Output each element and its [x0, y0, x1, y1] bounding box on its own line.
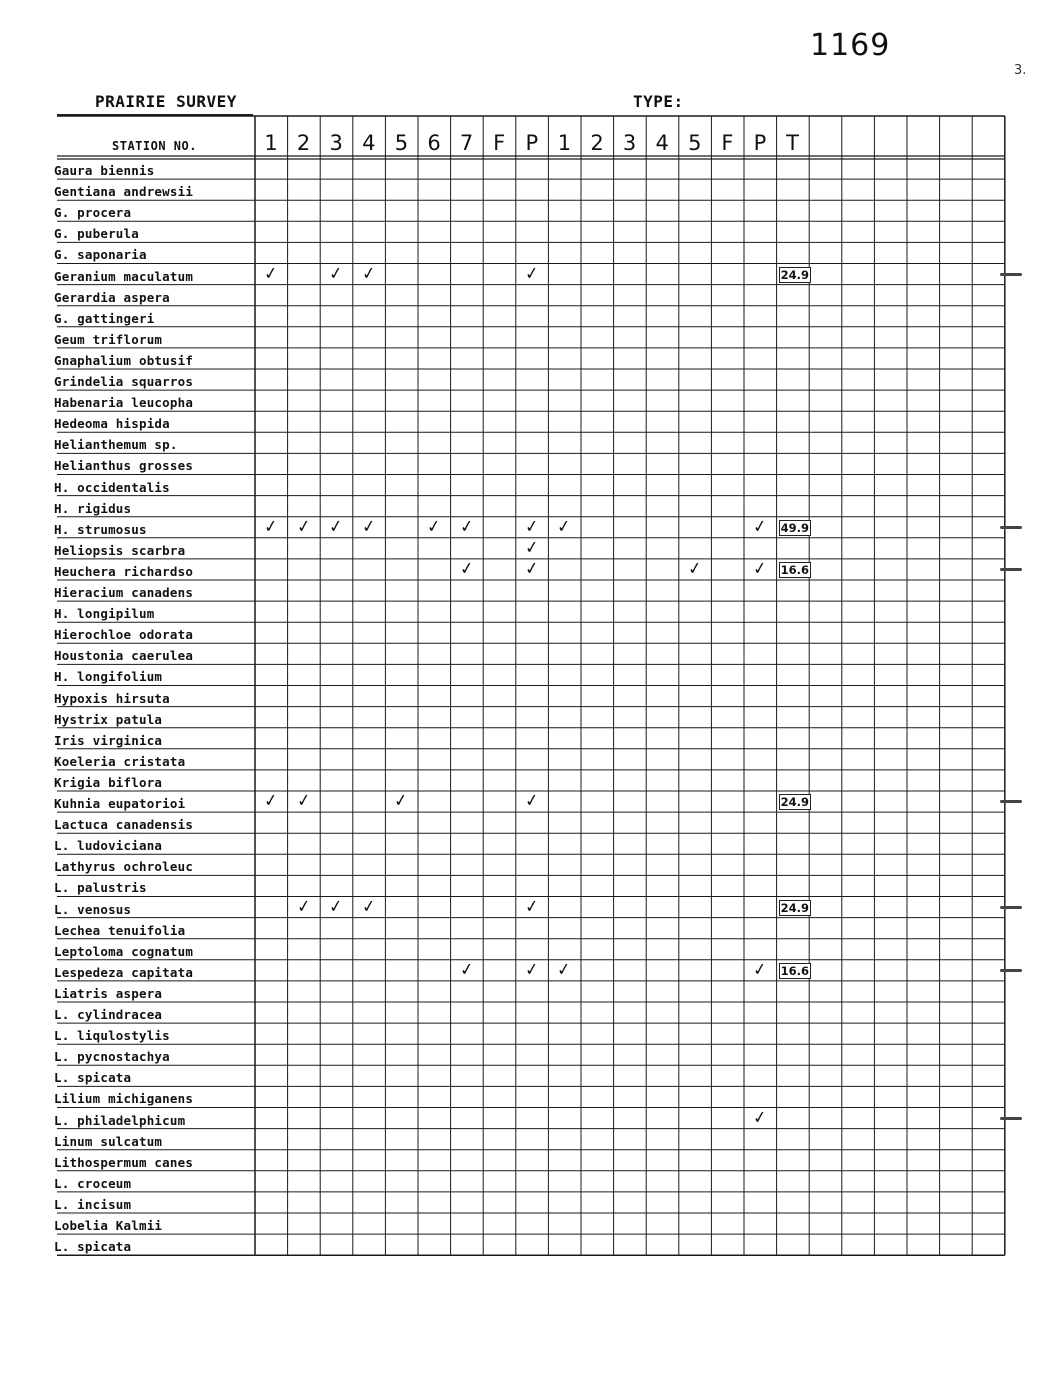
check-mark: ✓	[523, 895, 541, 918]
species-name: L. spicata	[54, 1239, 132, 1255]
species-name: Helianthemum sp.	[54, 437, 178, 453]
species-name: L. spicata	[54, 1070, 132, 1086]
species-name: Lithospermum canes	[54, 1154, 194, 1170]
species-name: Helianthus grosses	[54, 458, 194, 474]
species-name: Iris virginica	[54, 732, 163, 748]
type-label: TYPE:	[633, 92, 684, 111]
station-header: 4	[362, 131, 376, 155]
species-name: Linum sulcatum	[54, 1133, 163, 1149]
species-name: Gaura biennis	[54, 163, 155, 178]
check-mark: ✓	[523, 958, 541, 981]
station-header: 3	[622, 131, 637, 155]
species-name: Hieracium canadens	[54, 585, 194, 600]
margin-tick-mark	[1000, 969, 1022, 972]
check-mark: ✓	[523, 536, 541, 559]
species-name: Lathyrus ochroleuc	[54, 859, 194, 875]
species-name: G. procera	[54, 205, 132, 221]
species-name: Lobelia Kalmii	[54, 1218, 163, 1233]
species-name: Geranium maculatum	[54, 268, 194, 284]
species-name: Lespedeza capitata	[54, 964, 194, 980]
check-mark: ✓	[458, 958, 476, 981]
margin-tick-mark	[1000, 568, 1022, 571]
check-mark: ✓	[327, 895, 345, 918]
total-value: 24.9	[780, 267, 809, 282]
station-header: 2	[590, 131, 604, 155]
check-mark: ✓	[425, 515, 443, 538]
station-header: 5	[688, 131, 702, 155]
check-mark: ✓	[458, 557, 476, 580]
check-mark: ✓	[262, 790, 280, 812]
species-name: Krigia biflora	[54, 774, 163, 790]
species-name: Lilium michiganens	[54, 1091, 194, 1107]
species-name: Hedeoma hispida	[54, 416, 170, 432]
species-name: Heliopsis scarbra	[54, 542, 186, 558]
check-mark: ✓	[523, 262, 541, 285]
species-name: Gnaphalium obtusif	[54, 352, 194, 368]
check-mark: ✓	[360, 515, 378, 538]
species-name: Liatris aspera	[54, 985, 163, 1001]
page-number: 1169	[810, 28, 891, 63]
margin-tick-mark	[1000, 273, 1022, 276]
species-name: Heuchera richardso	[54, 563, 194, 579]
check-mark: ✓	[523, 557, 541, 580]
species-name: L. philadelphicum	[54, 1112, 186, 1128]
station-header: P	[525, 131, 539, 155]
check-mark: ✓	[327, 515, 345, 538]
species-name: H. rigidus	[54, 500, 132, 516]
station-header: 1	[557, 131, 572, 155]
check-mark: ✓	[555, 958, 573, 981]
station-header: 4	[655, 131, 669, 155]
station-number-label: STATION NO.	[112, 139, 197, 153]
species-name: L. incisum	[54, 1196, 132, 1212]
check-mark: ✓	[555, 515, 573, 538]
species-name: L. pycnostachya	[54, 1049, 170, 1065]
check-mark: ✓	[295, 895, 313, 918]
species-name: Houstonia caerulea	[54, 648, 194, 664]
check-mark: ✓	[360, 262, 378, 285]
check-mark: ✓	[327, 262, 345, 285]
species-name: G. saponaria	[54, 247, 147, 263]
species-name: G. puberula	[54, 226, 139, 242]
margin-tick-mark	[1000, 526, 1022, 529]
total-value: 49.9	[780, 520, 809, 535]
check-mark: ✓	[295, 515, 313, 538]
margin-tick-mark	[1000, 800, 1022, 803]
species-name: Lechea tenuifolia	[54, 922, 186, 938]
check-mark: ✓	[458, 515, 476, 538]
species-name: Grindelia squarros	[54, 374, 194, 389]
check-mark: ✓	[686, 557, 704, 580]
check-mark: ✓	[523, 515, 541, 538]
species-name: Kuhnia eupatorioi	[54, 796, 186, 811]
total-value: 24.9	[780, 795, 809, 809]
check-mark: ✓	[392, 790, 410, 812]
check-mark: ✓	[360, 895, 378, 918]
species-name: Gerardia aspera	[54, 289, 170, 305]
station-header: 2	[296, 131, 311, 155]
station-header: T	[786, 131, 799, 155]
species-name: Gentiana andrewsii	[54, 184, 194, 200]
check-mark: ✓	[295, 790, 313, 812]
station-header: 5	[394, 131, 409, 155]
species-name: Hystrix patula	[54, 711, 163, 727]
species-name: H. strumosus	[54, 521, 147, 537]
species-name: G. gattingeri	[54, 310, 155, 326]
survey-title: PRAIRIE SURVEY	[95, 92, 237, 111]
total-value: 16.6	[780, 562, 809, 577]
station-header: F	[493, 131, 506, 155]
species-name: H. longipilum	[54, 606, 155, 622]
total-value: 16.6	[780, 963, 809, 978]
check-mark: ✓	[262, 262, 280, 285]
species-name: Leptoloma cognatum	[54, 943, 194, 959]
species-name: Geum triflorum	[54, 331, 163, 347]
species-name: Hierochloe odorata	[54, 627, 194, 643]
species-name: L. ludoviciana	[54, 838, 163, 854]
total-value: 24.9	[780, 900, 809, 915]
station-header: 3	[329, 131, 343, 155]
station-header: 1	[264, 131, 278, 155]
station-header: F	[721, 131, 734, 155]
check-mark: ✓	[751, 515, 769, 538]
species-name: H. longifolium	[54, 669, 163, 685]
species-name: Koeleria cristata	[54, 753, 186, 769]
species-name: L. croceum	[54, 1175, 132, 1191]
species-name: Hypoxis hirsuta	[54, 690, 170, 706]
check-mark: ✓	[751, 958, 769, 981]
station-header: P	[753, 131, 767, 155]
species-name: L. venosus	[54, 901, 132, 917]
species-name: L. cylindracea	[54, 1007, 163, 1022]
check-mark: ✓	[262, 515, 280, 538]
check-mark: ✓	[751, 557, 769, 580]
species-name: L. liqulostylis	[54, 1028, 170, 1044]
margin-tick-mark	[1000, 1117, 1022, 1120]
check-mark: ✓	[523, 790, 541, 812]
species-name: Habenaria leucopha	[54, 395, 194, 411]
station-header: 7	[459, 131, 474, 155]
species-name: L. palustris	[54, 880, 147, 896]
species-name: Lactuca canadensis	[54, 817, 194, 833]
check-mark: ✓	[751, 1106, 769, 1129]
station-header: 6	[427, 131, 441, 155]
species-name: H. occidentalis	[54, 479, 170, 495]
margin-tick-mark	[1000, 906, 1022, 909]
sheet-number: 3.	[1014, 63, 1027, 78]
